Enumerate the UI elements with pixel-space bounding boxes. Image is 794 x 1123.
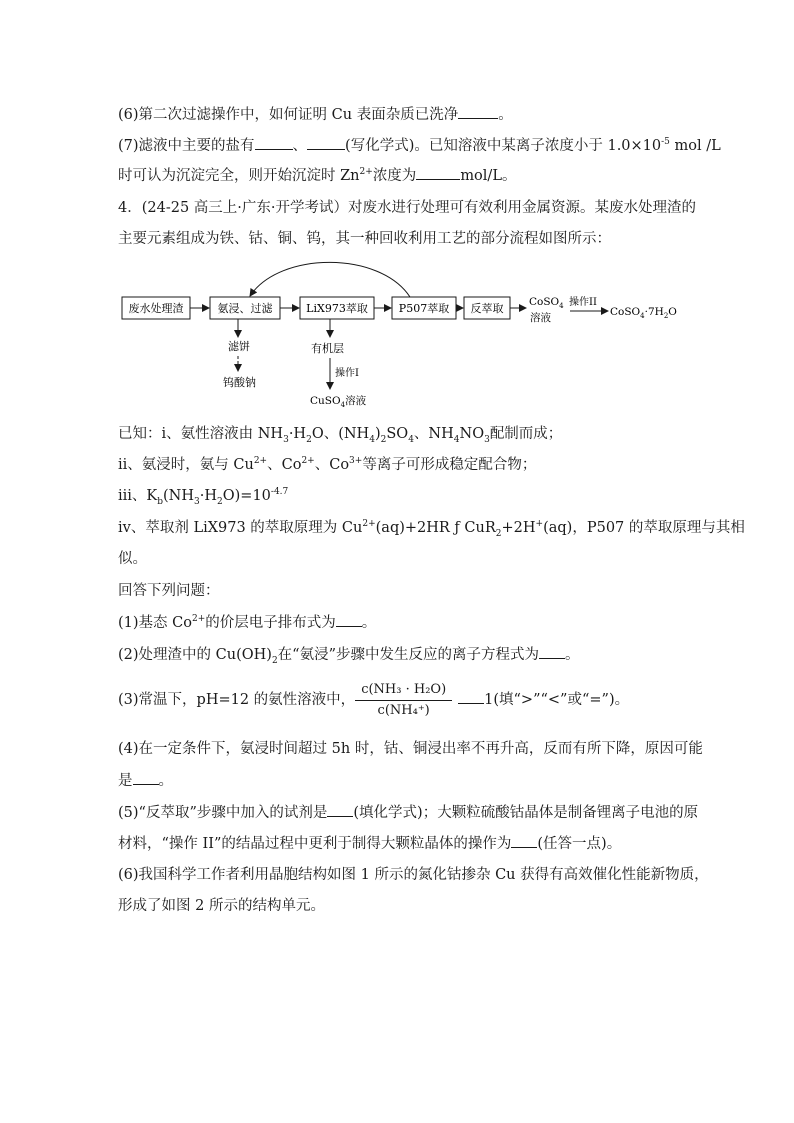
flow-label: P507萃取 xyxy=(398,302,450,315)
answer-blank[interactable] xyxy=(416,165,460,180)
question-5-line1: (5)“反萃取”步骤中加入的试剂是 (填化学式)；大颗粒硫酸钴晶体是制备锂离子电池的原 xyxy=(118,802,698,823)
flow-product-coso4-solution: CoSO$_4$ xyxy=(529,296,564,310)
answer-blank[interactable] xyxy=(133,770,159,785)
question-3: (3)常温下，pH=12 的氨性溶液中， $\frac{\text{c(NH₃ · H₂O)}}{\text{c(NH₄⁺)}}$ 1(填“>”“<”或“=”)。 xyxy=(118,681,630,718)
answer-blank[interactable] xyxy=(539,644,565,659)
flow-filter-cake: 滤饼 xyxy=(228,340,250,353)
answer-blank[interactable] xyxy=(511,833,537,848)
flow-label: 氨浸、过滤 xyxy=(217,302,273,315)
known-iv-line2: 似。 xyxy=(118,551,147,567)
answer-blank[interactable] xyxy=(458,104,498,119)
flow-label-op1: 操作I xyxy=(335,368,359,379)
question-6-prev: (6)第二次过滤操作中，如何证明 Cu 表面杂质已洗净 。 xyxy=(118,104,513,125)
flow-cuso4-solution: CuSO$_4$溶液 xyxy=(310,395,367,409)
flow-organic-layer: 有机层 xyxy=(311,342,344,355)
flow-label: 反萃取 xyxy=(470,302,504,315)
known-ii: ⅱ、氨浸时，氨与 $Cu^{2+}$、$Co^{2+}$、$Co^{3+}$等离子可形成稳定配合物； xyxy=(118,456,537,473)
answer-blank[interactable] xyxy=(255,135,293,150)
question-7-line2: 时可认为沉淀完全，则开始沉淀时 $Zn^{2+}$浓度为 mol/L。 xyxy=(118,165,516,186)
question-5-line2: 材料，“操作 II”的结晶过程中更利于制得大颗粒晶体的操作为 (任答一点)。 xyxy=(118,833,621,854)
question-1: (1)基态 $Co^{2+}$的价层电子排布式为 。 xyxy=(118,612,376,633)
answer-blank[interactable] xyxy=(336,612,362,627)
problem-4-intro-line2: 主要元素组成为铁、钴、铜、钨，其一种回收利用工艺的部分流程如图所示： xyxy=(118,231,611,247)
known-iii: ⅲ、$K_b(NH_3\cdot H_2O)=10^{-4.7}$ xyxy=(118,487,289,507)
process-flow-diagram xyxy=(110,255,710,415)
question-4-line1: (4)在一定条件下，氨浸时间超过 5h 时，钴、铜浸出率不再升高，反而有所下降，原因可能 xyxy=(118,741,703,757)
question-7-line1: (7)滤液中主要的盐有 、 (写化学式)。已知溶液中某离子浓度小于 $1.0\times 10^{-5}$ mol /L xyxy=(118,135,721,156)
flow-label: 废水处理渣 xyxy=(128,302,184,315)
flow-product-coso4-hydrate: $CoSO_4\cdot 7H_2O$ xyxy=(610,306,677,320)
svg-text:溶液: 溶液 xyxy=(530,312,551,324)
flow-sodium-tungstate: 钨酸钠 xyxy=(223,376,256,389)
problem-4-intro-line1: 4．(24-25 高三上·广东·开学考试）对废水进行处理可有效利用金属资源。某废水处理渣的 xyxy=(118,200,697,216)
answer-blank[interactable] xyxy=(327,802,353,817)
question-6-line1: (6)我国科学工作者利用晶胞结构如图 1 所示的氮化钴掺杂 Cu 获得有高效催化性能新物质， xyxy=(118,867,709,883)
question-6-line2: 形成了如图 2 所示的结构单元。 xyxy=(118,898,325,914)
question-4-line2: 是 。 xyxy=(118,770,173,791)
answer-blank[interactable] xyxy=(458,689,484,704)
flow-label: LiX973萃取 xyxy=(306,302,368,315)
known-iv: ⅳ、萃取剂 LiX973 的萃取原理为 $Cu^{2+}(aq)+2HR$ ƒ CuR$_2$+2H+(aq)，P507 的萃取原理与其相 xyxy=(118,519,745,539)
flow-label-op2: 操作II xyxy=(569,297,597,308)
answer-blank[interactable] xyxy=(307,135,345,150)
ratio-fraction: $\frac{\text{c(NH₃ · H₂O)}}{\text{c(NH₄⁺)}}$ xyxy=(355,681,452,720)
known-i: 已知：ⅰ、氨性溶液由 $NH_3\cdot H_2O$、$(NH_4)_2SO_4$、$NH_4NO_3$配制而成； xyxy=(118,426,563,445)
answer-prompt: 回答下列问题： xyxy=(118,583,220,599)
question-2: (2)处理渣中的 $Cu(OH)_2$在“氨浸”步骤中发生反应的离子方程式为 。 xyxy=(118,644,580,665)
